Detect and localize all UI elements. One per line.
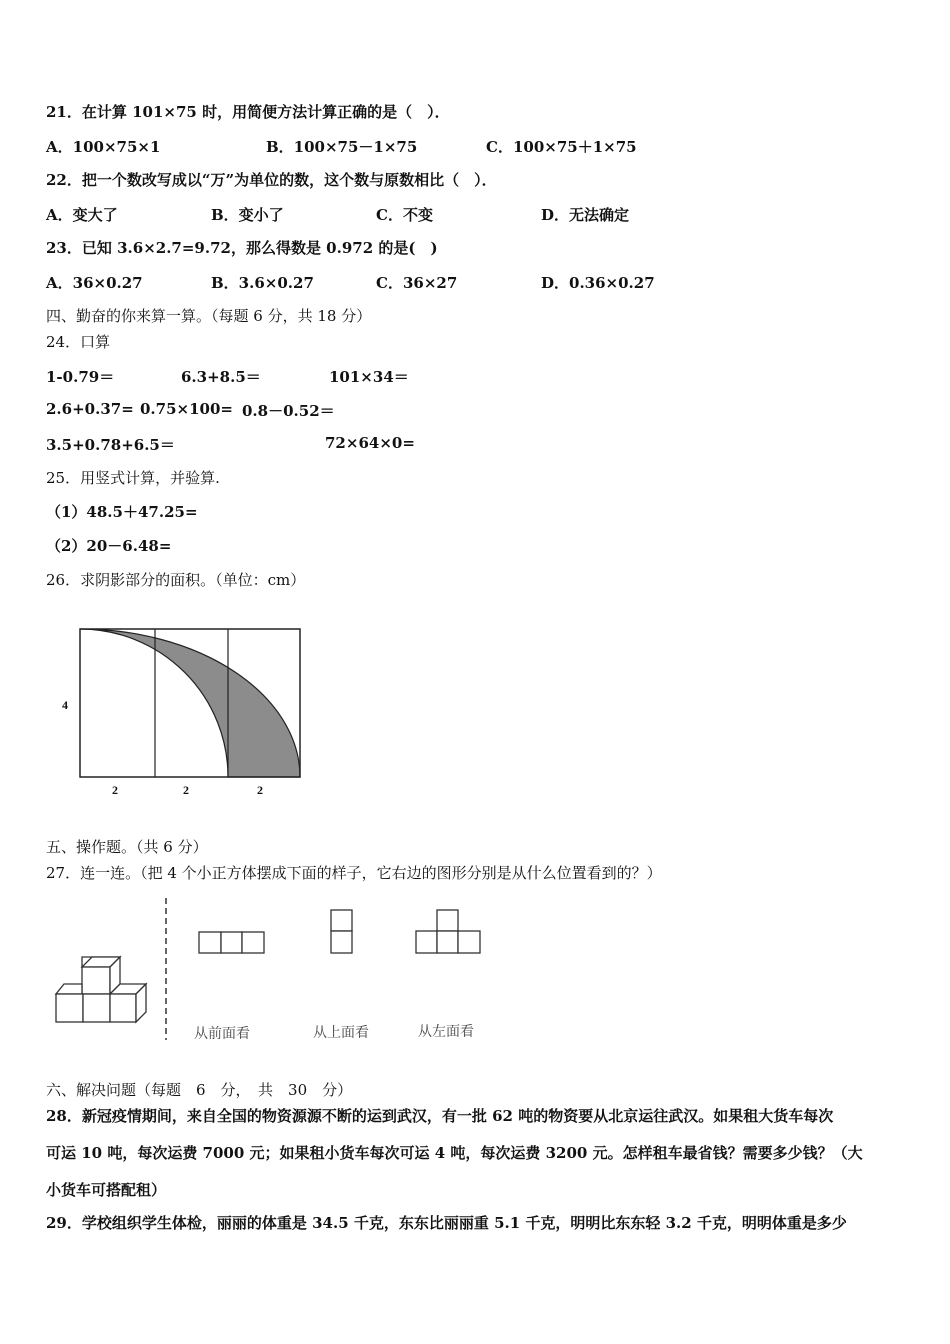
question-28-line: 小货车可搭配租） — [46, 1181, 167, 1199]
section-5-title: 五、操作题。（共 6 分） — [46, 838, 208, 856]
q23-option-a: A．36×0.27 — [46, 274, 143, 292]
q24-item: 6.3+8.5＝ — [181, 368, 261, 386]
figure-width-label: 2 — [112, 783, 118, 797]
q24-item: 0.75×100= — [140, 400, 233, 418]
q25-item-2: （2）20－6.48= — [46, 537, 172, 555]
q22-option-b: B．变小了 — [211, 206, 284, 224]
question-28-line: 可运 10 吨，每次运费 7000 元；如果租小货车每次可运 4 吨，每次运费 3200 元。怎样租车最省钱？需要多少钱？（大 — [46, 1144, 863, 1162]
question-29-line: 29．学校组织学生体检，丽丽的体重是 34.5 千克，东东比丽丽重 5.1 千克，明明比东东轻 3.2 千克，明明体重是多少 — [46, 1214, 847, 1232]
figure-height-label: 4 — [62, 698, 68, 712]
q23-option-c: C．36×27 — [376, 274, 458, 292]
q23-option-b: B．3.6×0.27 — [211, 274, 314, 292]
front-view-drawing — [199, 932, 264, 953]
question-26-stem: 26．求阴影部分的面积。（单位：cm） — [46, 571, 306, 589]
q23-option-d: D．0.36×0.27 — [541, 274, 655, 292]
q24-item: 0.8－0.52＝ — [242, 402, 335, 420]
question-25-stem: 25．用竖式计算，并验算. — [46, 469, 220, 487]
question-28-line: 28．新冠疫情期间，来自全国的物资源源不断的运到武汉，有一批 62 吨的物资要从北京运往武汉。如果租大货车每次 — [46, 1107, 834, 1125]
q22-option-c: C．不变 — [376, 206, 433, 224]
question-27-stem: 27．连一连。（把 4 个小正方体摆成下面的样子，它右边的图形分别是从什么位置看到的？） — [46, 864, 662, 882]
section-6-title: 六、解决问题（每题 6 分， 共 30 分） — [46, 1081, 353, 1099]
q24-item: 2.6+0.37= — [46, 400, 134, 418]
section-4-title: 四、勤奋的你来算一算。（每题 6 分，共 18 分） — [46, 307, 372, 325]
question-23-stem: 23．已知 3.6×2.7=9.72，那么得数是 0.972 的是( ) — [46, 239, 438, 257]
top-view-drawing — [331, 910, 352, 953]
view-label-left: 从左面看 — [418, 1024, 474, 1040]
q21-option-a: A．100×75×1 — [46, 138, 161, 156]
question-21-stem: 21．在计算 101×75 时，用简便方法计算正确的是（ ）． — [46, 103, 450, 121]
left-view-drawing — [416, 910, 480, 953]
q22-option-d: D．无法确定 — [541, 206, 630, 224]
q21-option-b: B．100×75－1×75 — [266, 138, 418, 156]
figure-width-label: 2 — [257, 783, 263, 797]
view-label-top: 从上面看 — [313, 1025, 369, 1041]
question-24-stem: 24．口算 — [46, 333, 111, 351]
q25-item-1: （1）48.5＋47.25= — [46, 503, 198, 521]
q24-item: 1-0.79＝ — [46, 368, 115, 386]
q22-option-a: A．变大了 — [46, 206, 118, 224]
q24-item: 72×64×0= — [325, 434, 415, 452]
q24-item: 101×34＝ — [329, 368, 409, 386]
q24-item: 3.5+0.78+6.5＝ — [46, 436, 175, 454]
figure-width-label: 2 — [183, 783, 189, 797]
question-22-stem: 22．把一个数改写成以“万”为单位的数，这个数与原数相比（ ）． — [46, 171, 497, 189]
stacked-cubes-drawing — [56, 957, 146, 1022]
view-label-front: 从前面看 — [194, 1026, 250, 1042]
q21-option-c: C．100×75＋1×75 — [486, 138, 637, 156]
